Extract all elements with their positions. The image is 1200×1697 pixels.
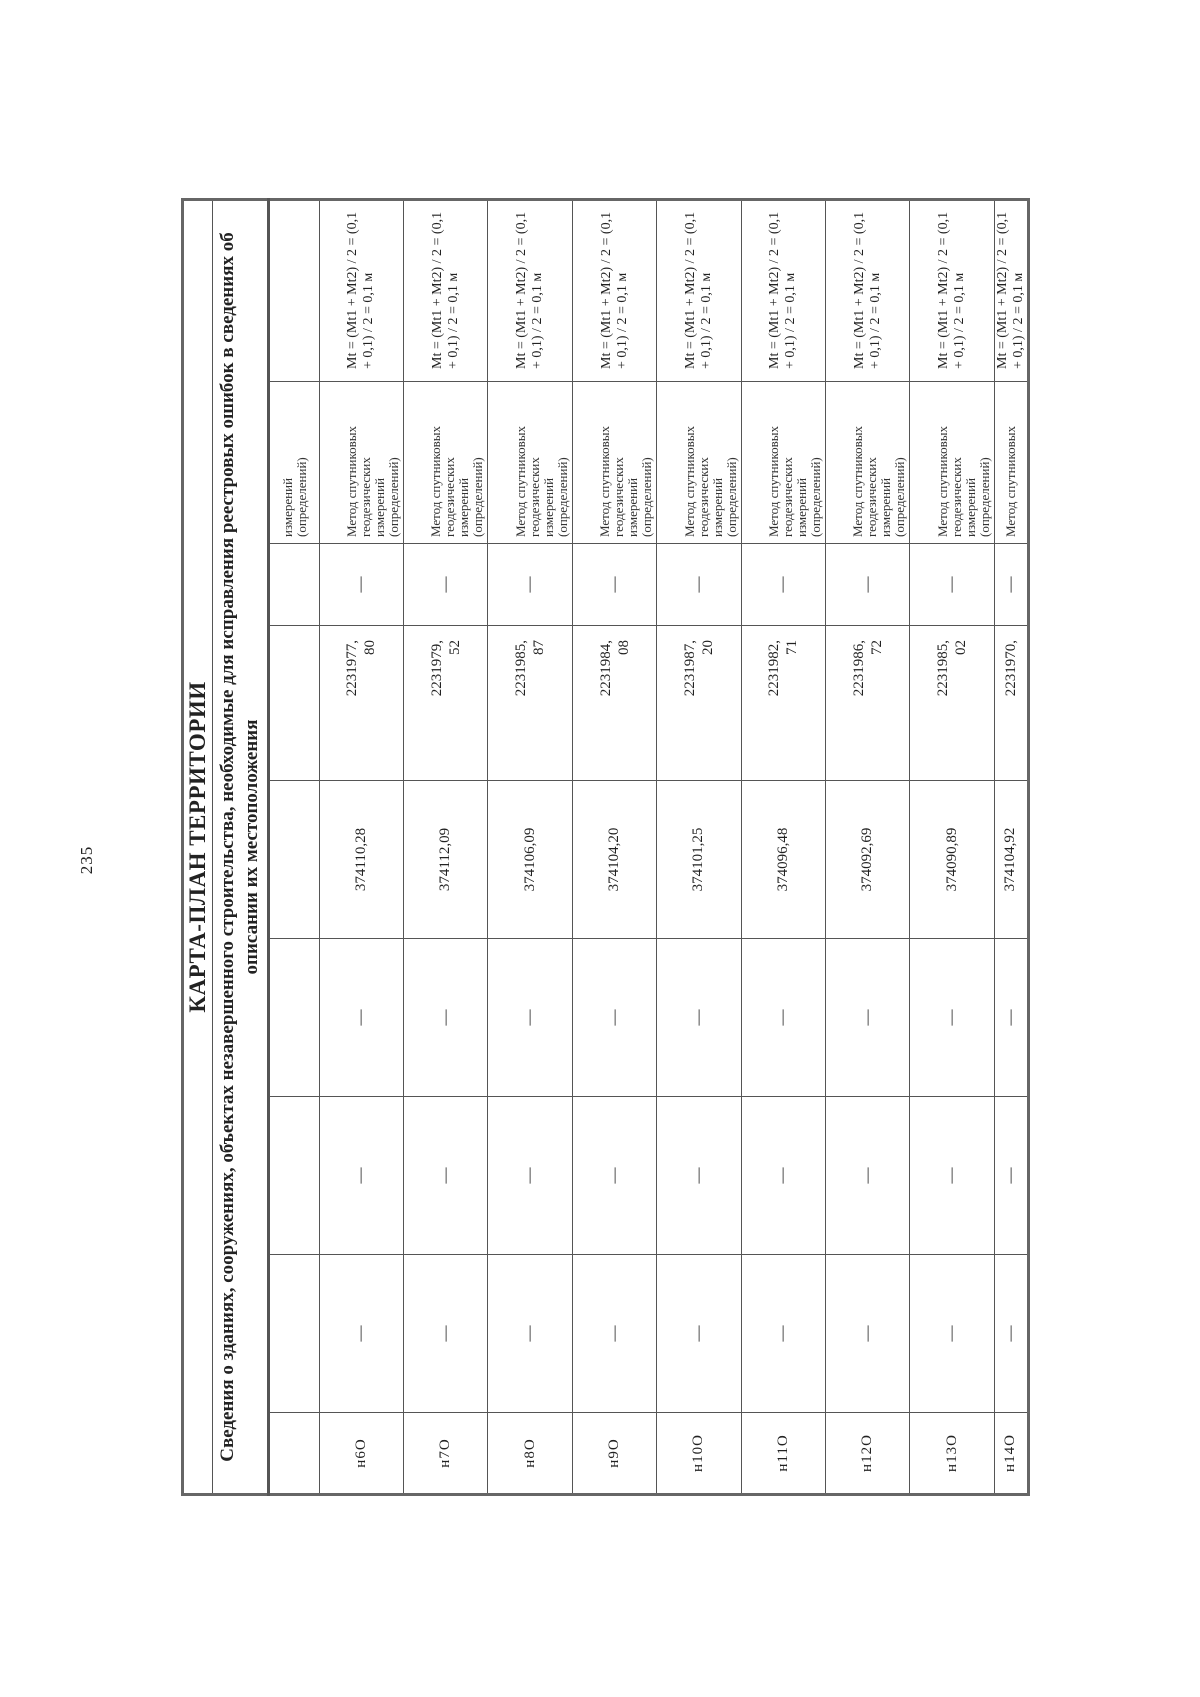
dash-cell: —: [657, 939, 741, 1097]
method-text: Метод спутниковых геодезических измерений (определений): [657, 382, 741, 544]
table-row: [657, 199, 741, 1494]
dash-cell: —: [572, 1255, 656, 1413]
coord-x: 374104,20: [572, 781, 656, 939]
method-text: Метод спутниковых геодезических измерений (определений): [319, 382, 403, 544]
dash-cell: —: [741, 1097, 825, 1255]
coord-x: 374104,92: [994, 781, 1028, 939]
dash-cell: —: [404, 544, 488, 626]
dash-cell: —: [994, 544, 1028, 626]
rotated-form: [181, 201, 1030, 1496]
dash-cell: —: [572, 939, 656, 1097]
dash-cell: —: [404, 939, 488, 1097]
dash-cell: —: [319, 544, 403, 626]
method-text: Метод спутниковых геодезических измерений (определений): [825, 382, 909, 544]
dash-cell: —: [910, 1255, 994, 1413]
method-text: Метод спутниковых геодезических измерений (определений): [910, 382, 994, 544]
accuracy-formula: Mt = (Mt1 + Mt2) / 2 = (0,1 + 0,1) / 2 = 0,1 м: [994, 199, 1028, 381]
accuracy-formula: Mt = (Mt1 + Mt2) / 2 = (0,1 + 0,1) / 2 = 0,1 м: [741, 199, 825, 381]
coord-x: 374092,69: [825, 781, 909, 939]
dash-cell: —: [404, 1097, 488, 1255]
dash-cell: —: [825, 1255, 909, 1413]
point-name: н9О: [572, 1413, 656, 1495]
coord-y: 2231985, 02: [910, 626, 994, 781]
accuracy-formula: Mt = (Mt1 + Mt2) / 2 = (0,1 + 0,1) / 2 = 0,1 м: [910, 199, 994, 381]
cell-empty: [269, 1255, 319, 1413]
cell-empty: [269, 1413, 319, 1495]
table-body: [183, 199, 1029, 1494]
dash-cell: —: [404, 1255, 488, 1413]
cell-empty: [269, 626, 319, 781]
method-cell: [269, 382, 319, 544]
form-title: КАРТА-ПЛАН ТЕРРИТОРИИ: [183, 199, 213, 1494]
coord-x: 374101,25: [657, 781, 741, 939]
coord-y: 2231985, 87: [488, 626, 572, 781]
coord-x: 374096,48: [741, 781, 825, 939]
method-text: Метод спутниковых геодезических измерений (определений): [741, 382, 825, 544]
dash-cell: —: [994, 1097, 1028, 1255]
form-subtitle: Сведения о зданиях, сооружениях, объектах незавершенного строительства, необходимые для исправления реестровых ошибок в сведениях об описании их местоположения: [213, 199, 269, 1494]
point-name: н6О: [319, 1413, 403, 1495]
dash-cell: —: [319, 1097, 403, 1255]
dash-cell: —: [319, 939, 403, 1097]
table-row: [741, 199, 825, 1494]
cell-empty: [269, 544, 319, 626]
accuracy-formula: Mt = (Mt1 + Mt2) / 2 = (0,1 + 0,1) / 2 = 0,1 м: [319, 199, 403, 381]
dash-cell: —: [741, 1255, 825, 1413]
table-row: [572, 199, 656, 1494]
coord-x: 374106,09: [488, 781, 572, 939]
coord-y: 2231970,: [994, 626, 1028, 781]
dash-cell: —: [488, 544, 572, 626]
accuracy-formula: Mt = (Mt1 + Mt2) / 2 = (0,1 + 0,1) / 2 = 0,1 м: [404, 199, 488, 381]
dash-cell: —: [488, 939, 572, 1097]
dash-cell: —: [488, 1097, 572, 1255]
method-text: Метод спутниковых геодезических измерений (определений): [488, 382, 572, 544]
table-row-continued: [269, 199, 319, 1494]
accuracy-formula: Mt = (Mt1 + Mt2) / 2 = (0,1 + 0,1) / 2 = 0,1 м: [657, 199, 741, 381]
table-row-last: [994, 199, 1028, 1494]
accuracy-formula: Mt = (Mt1 + Mt2) / 2 = (0,1 + 0,1) / 2 = 0,1 м: [572, 199, 656, 381]
dash-cell: —: [825, 939, 909, 1097]
point-name: н12О: [825, 1413, 909, 1495]
karta-plan-sheet: [181, 201, 1030, 1496]
table-row: [910, 199, 994, 1494]
dash-cell: —: [825, 544, 909, 626]
dash-cell: —: [488, 1255, 572, 1413]
method-text: измерений (определений): [279, 457, 309, 537]
coord-y: 2231982, 71: [741, 626, 825, 781]
point-name: н7О: [404, 1413, 488, 1495]
point-name: н11О: [741, 1413, 825, 1495]
cell-empty: [269, 199, 319, 381]
dash-cell: —: [910, 544, 994, 626]
dash-cell: —: [910, 1097, 994, 1255]
method-text: Метод спутниковых геодезических измерений (определений): [572, 382, 656, 544]
accuracy-formula: Mt = (Mt1 + Mt2) / 2 = (0,1 + 0,1) / 2 = 0,1 м: [825, 199, 909, 381]
dash-cell: —: [741, 939, 825, 1097]
coord-x: 374112,09: [404, 781, 488, 939]
cell-empty: [269, 1097, 319, 1255]
accuracy-formula: Mt = (Mt1 + Mt2) / 2 = (0,1 + 0,1) / 2 = 0,1 м: [488, 199, 572, 381]
dash-cell: —: [572, 544, 656, 626]
point-name: н10О: [657, 1413, 741, 1495]
point-name: н14О: [994, 1413, 1028, 1495]
page-number: 235: [77, 845, 96, 875]
dash-cell: —: [741, 544, 825, 626]
dash-cell: —: [994, 939, 1028, 1097]
cell-empty: [269, 781, 319, 939]
method-text: Метод спутниковых: [994, 382, 1028, 544]
table-row: [319, 199, 403, 1494]
coord-y: 2231987, 20: [657, 626, 741, 781]
table-row: [404, 199, 488, 1494]
coord-y: 2231979, 52: [404, 626, 488, 781]
coord-y: 2231984, 08: [572, 626, 656, 781]
coord-x: 374110,28: [319, 781, 403, 939]
coord-y: 2231986, 72: [825, 626, 909, 781]
table-row: [488, 199, 572, 1494]
point-name: н13О: [910, 1413, 994, 1495]
dash-cell: —: [572, 1097, 656, 1255]
coord-y: 2231977, 80: [319, 626, 403, 781]
method-text: Метод спутниковых геодезических измерений (определений): [404, 382, 488, 544]
table-row: [825, 199, 909, 1494]
coord-x: 374090,89: [910, 781, 994, 939]
dash-cell: —: [657, 1255, 741, 1413]
dash-cell: —: [657, 1097, 741, 1255]
cell-empty: [269, 939, 319, 1097]
dash-cell: —: [657, 544, 741, 626]
dash-cell: —: [825, 1097, 909, 1255]
dash-cell: —: [319, 1255, 403, 1413]
point-name: н8О: [488, 1413, 572, 1495]
dash-cell: —: [910, 939, 994, 1097]
dash-cell: —: [994, 1255, 1028, 1413]
points-table: [181, 198, 1030, 1496]
